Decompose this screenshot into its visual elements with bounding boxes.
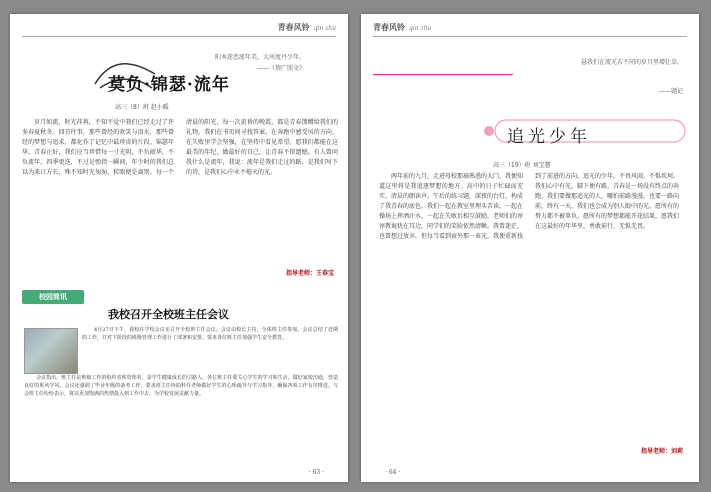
epigraph-source: ——题记 [658,88,683,95]
section-label: 校园简讯 [22,290,84,304]
motto-line: ——《情广照文》 [257,65,306,72]
news-body-top [82,326,338,374]
header-column: 青春风铃 [373,22,405,32]
news-paragraph: 会议指出，班主任是班级工作的组织者和管理者，是学生健康成长的引路人。各位班主任要关心学生的学习和生活，做好家校沟通，营造良好的班风学风。会议还强调了毕业年级的备考工作，要求班主任协助科任老师做好学生的心理疏导与学习指导，确保各项工作有序推进。与会班主任纷纷表示，将以更加饱满的热情投入到工作中去，为学校发展贡献力量。 [24,375,338,397]
page-number: · 63 · [308,469,324,476]
news-photo [24,328,78,374]
article-author: 高三（19）班 刘宝慧 [493,162,551,169]
article-paragraph: 岁月如流，时光荏苒，不知不觉中我们已经走过了许多春夏秋冬。回首往事，那些曾经的欢笑与泪水，那些曾经的梦想与追求，都化作了记忆中最珍贵的片段。锦瑟年华，青春正好，我们应当珍惜每一寸光阴，不负韶华，不负流年。四季更迭，不过是弹指一瞬间，年少时的我们总以为来日方长，殊不知时光匆匆，转眼便是离别。每一个清晨的阳光，每一次黄昏的晚霞，都是青春馈赠给我们的礼物。我们在书页间寻找答案，在奔跑中感受风的方向，在失败里学会坚强，在坚持中看见希望。愿我们都能在这最美的年纪，做最好的自己，让青春不留遗憾。有人曾问我什么是流年，我说：流年是我们走过的路，是我们写下的诗，是我们心中永不熄灭的光。 [22,119,338,176]
page-number: · 64 · [385,469,401,476]
header-rule [373,36,687,37]
advisor-signature: 指导老师：王春宝 [285,270,334,277]
news-paragraph: 4月27日下午，我校在学校会议室召开全校班主任会议。会议由校长主持，全体班主任参加。会议总结了近期的工作，并对下阶段的班级管理工作进行了部署和安排，要求各位班主任加强学生安全教育。 [82,327,338,341]
article-paragraph: 两年前的九月，走进母校那扇熟悉的大门，我便知道这里将是我追逐梦想的地方。高中的日子忙碌而充实，清晨的朗读声，午后的练习题，深夜的台灯，构成了我青春的底色。我们一起在教室里埋头苦读，一起在操场上挥洒汗水，一起在失败后相互鼓励。老师们的谆谆教诲犹在耳边，同学们的笑脸依然清晰。我曾迷茫，也曾想过放弃，但每当看到窗外那一束光，我便重新找到了前进的方向。追光的少年，不畏风雨，不惧坎坷。我们心中有光，脚下便有路。青春是一场没有终点的奔跑，我们要做那追光的人，哪怕前路漫漫，也要一路向前，终有一天，我们也会成为别人眼中的光。愿所有的努力都不被辜负，愿所有的梦想都能开花结果，愿我们在这最好的年华里，勇敢前行，无惧无畏。 [379,173,679,240]
article-title: 莫负·锦瑟·流年 [108,75,230,95]
header-rule [22,36,336,37]
header-pinyin: qin zhu [409,25,432,32]
motto-line: 阳本迷恋流年美，大河度丹少年。 [215,54,306,61]
news-body-bottom [24,374,338,460]
article-body [379,172,679,442]
article-author: 高三（8）班 赵小暖 [115,104,169,111]
article-body [22,118,338,264]
page-header [278,22,336,36]
epigraph-rule [373,74,513,75]
header-pinyin: qin zhu [313,25,336,32]
article-motto [215,52,305,74]
epigraph-text: 悬我们在流光若不同的岁月里增壮草， [580,59,683,66]
left-page [10,14,348,482]
header-column: 青春风铃 [277,22,310,32]
advisor-signature: 指导老师：刘莉 [640,448,683,455]
news-title: 我校召开全校班主任会议 [108,308,229,321]
right-page [361,14,699,482]
page-header [373,22,431,36]
article-title: 追光少年 [507,127,591,147]
